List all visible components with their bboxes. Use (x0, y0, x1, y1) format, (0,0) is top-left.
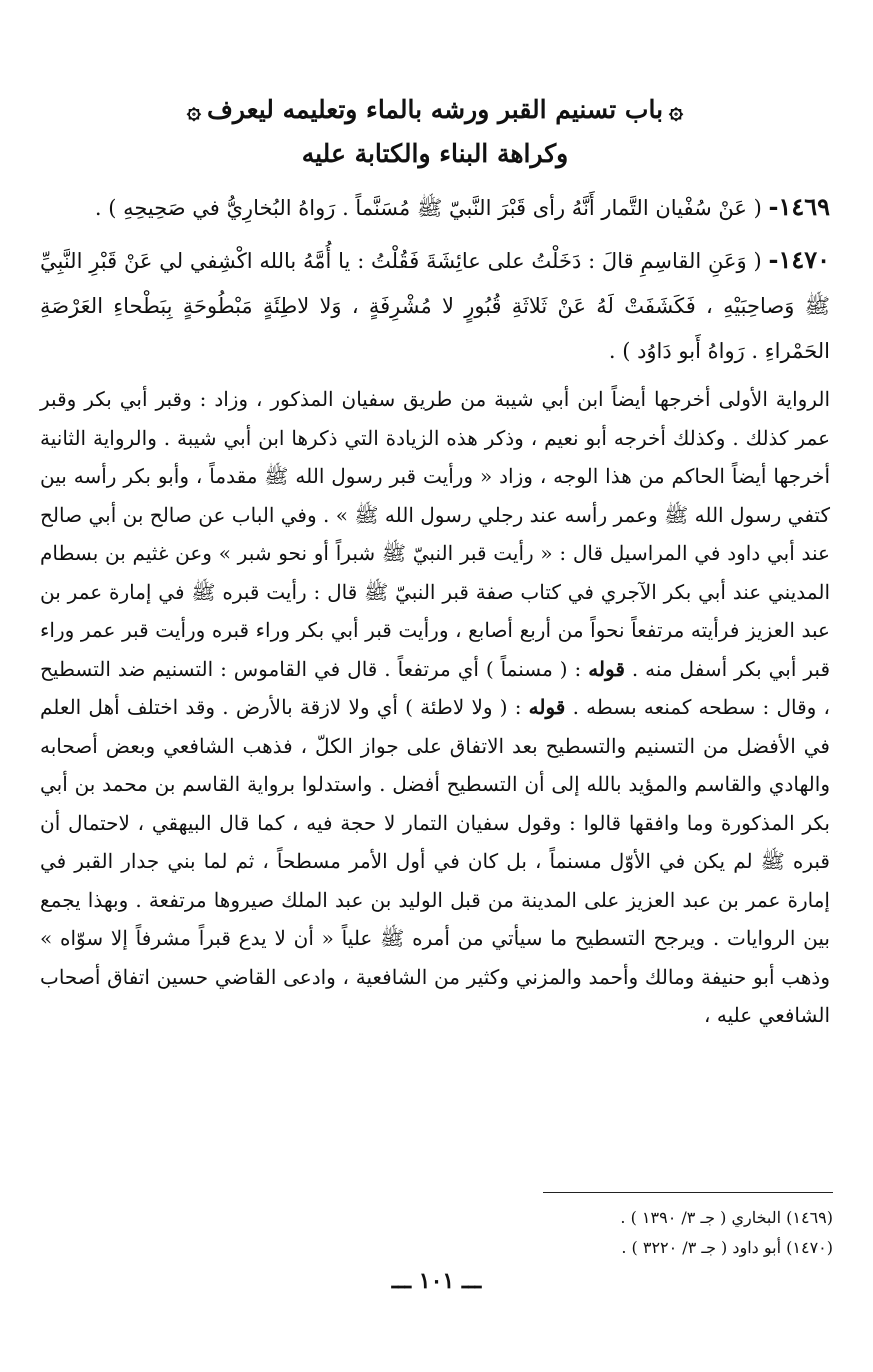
hadith-text: ( عَنْ سُفْيان التَّمار أَنَّهُ رأى قَبْرَ النَّبيّ ﷺ مُسَنَّماً . رَواهُ البُخارِيُّ في صَحِيحِهِ ) . (94, 196, 762, 220)
keyword-qawluhu: قوله (528, 695, 566, 719)
chapter-title-line-1: باب تسنيم القبر ورشه بالماء وتعليمه ليعرف (206, 95, 664, 124)
ornament-star-icon: ۞ (669, 95, 684, 124)
hadith-1469 (40, 184, 830, 231)
commentary (40, 380, 830, 1035)
page-number: ـــ ١٠١ ـــ (391, 1268, 482, 1294)
footnote-divider (543, 1192, 833, 1193)
page-body (40, 88, 830, 1055)
hadith-text: ( وَعَنِ القاسِمِ قالَ : دَخَلْتُ على عائِشَةَ فَقُلْتُ : يا أُمَّهُ بالله اكْشِفي لي عَنْ قَبْرِ النَّبِيِّ ﷺ وَصاحِبَيْهِ ، فَكَشَفَتْ لَهُ عَنْ ثَلاثَةِ قُبُورٍ لا مُشْرِفَةٍ ، وَلا لاطِئَةٍ مَبْطُوحَةٍ بِبَطْحاءِ العَرْصَةِ الحَمْراءِ . رَواهُ أَبو دَاوُد ) . (40, 249, 830, 363)
footnotes (33, 1192, 833, 1263)
footnote-1469: (١٤٦٩) البخاري ( جـ ٣/ ١٣٩٠ ) . (620, 1208, 833, 1227)
hadith-number: ١٤٦٩- (768, 192, 830, 221)
ornament-star-icon: ۞ (186, 95, 201, 124)
commentary-text: : ( مسنماً ) أي مرتفعاً . قال في القاموس : التسنيم ضد التسطيح ، وقال : سطحه كمنعه بسطه . (40, 656, 830, 719)
commentary-text: الرواية الأولى أخرجها أيضاً ابن أبي شيبة من طريق سفيان المذكور ، وزاد : وقبر أبي بكر وقبر عمر كذلك . وكذلك أخرجه أبو نعيم ، وذكر هذه الزيادة التي ذكرها ابن أبي شيبة . والرواية الثانية أخرجها أيضاً الحاكم من هذا الوجه ، وزاد « ورأيت قبر رسول الله ﷺ مقدماً ، وأبو بكر رأسه بين كتفي رسول الله ﷺ وعمر رأسه عند رجلي رسول الله ﷺ » . وفي الباب عن صالح بن أبي صالح عند أبي داود في المراسيل قال : « رأيت قبر النبيّ ﷺ شبراً أو نحو شبر » وعن غثيم بن بسطام المديني عند أبي بكر الآجري في كتاب صفة قبر النبيّ ﷺ قال : رأيت قبره ﷺ في إمارة عمر بن عبد العزيز فرأيته مرتفعاً نحواً من أربع أصابع ، ورأيت قبر أبي بكر وراء قبره ورأيت قبر عمر وراء قبر أبي بكر أسفل منه . (40, 387, 830, 681)
chapter-title-line-2: وكراهة البناء والكتابة عليه (301, 139, 569, 168)
keyword-qawluhu: قوله (588, 656, 625, 681)
chapter-heading-line-1 (40, 88, 830, 132)
footnote-1470: (١٤٧٠) أبو داود ( جـ ٣/ ٣٢٢٠ ) . (621, 1238, 833, 1257)
hadith-1470 (40, 237, 830, 374)
commentary-text: : ( ولا لاطئة ) أي ولا لازقة بالأرض . وقد اختلف أهل العلم في الأفضل من التسنيم والتسطيح بعد الاتفاق على جواز الكلّ ، فذهب الشافعي وبعض أصحابه والهادي والقاسم والمؤيد بالله إلى أن التسطيح أفضل . واستدلوا برواية القاسم بن محمد بن أبي بكر المذكورة وما وافقها قالوا : وقول سفيان التمار لا حجة فيه ، كما قال البيهقي ، لاحتمال أن قبره ﷺ لم يكن في الأوّل مسنماً ، بل كان في أول الأمر مسطحاً ، ثم لما بني جدار القبر في إمارة عمر بن عبد العزيز على المدينة من قبل الوليد بن عبد الملك صيروها مرتفعة . وبهذا يجمع بين الروايات . ويرجح التسطيح ما سيأتي من أمره ﷺ علياً « أن لا يدع قبراً مشرفاً إلا سوّاه » وذهب أبو حنيفة ومالك وأحمد والمزني وكثير من الشافعية ، وادعى القاضي حسين اتفاق أصحاب الشافعي عليه ، (40, 695, 830, 1027)
hadith-number: ١٤٧٠- (768, 245, 830, 274)
chapter-heading (40, 88, 830, 176)
